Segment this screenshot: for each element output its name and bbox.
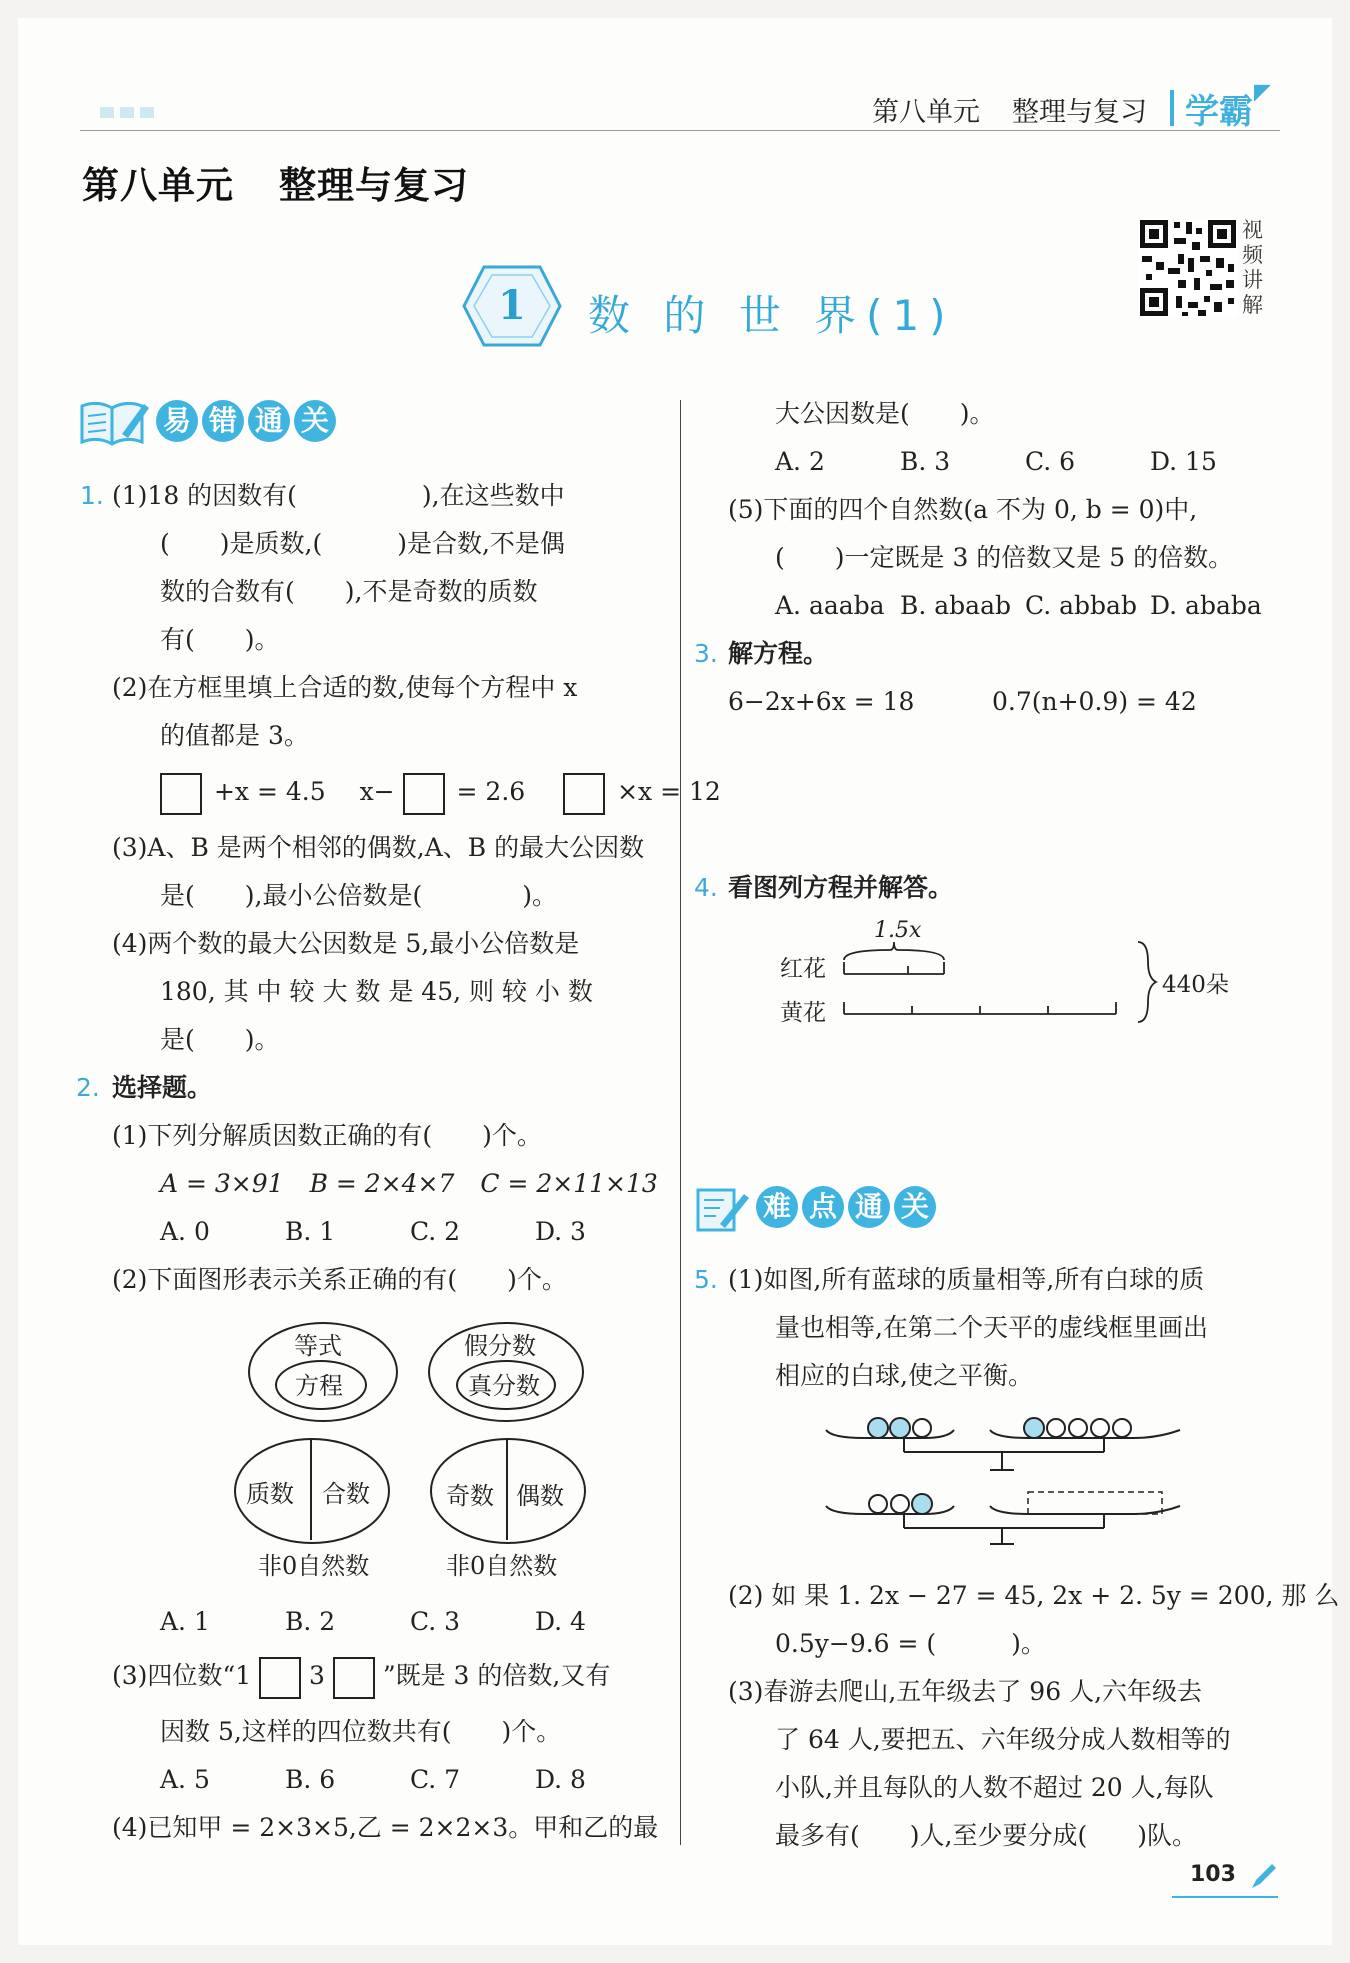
q2-sub5-options: A. aaaba B. abaab C. abbab D. ababa	[775, 591, 1262, 620]
q1-part4-line3: 是( )。	[160, 1025, 280, 1054]
section-title-difficult-points: 难 点 通 关	[756, 1186, 936, 1228]
q4-red-label: 红花	[780, 956, 826, 982]
q5-part1-line2: 量也相等,在第二个天平的虚线框里画出	[775, 1313, 1208, 1342]
q4-line-diagram	[840, 938, 1160, 1028]
q1-part1-line1: (1)18 的因数有( ),在这些数中	[112, 481, 565, 510]
balance-scales-diagram	[824, 1408, 1190, 1548]
q1-equation-row: +x = 4.5 x− = 2.6 ×x = 12	[160, 768, 721, 816]
lesson-number: 1	[498, 282, 526, 329]
mortarboard-icon: ◤	[1254, 80, 1271, 105]
venn-fraction-outer-label: 假分数	[464, 1332, 536, 1360]
q3-number: 3.	[694, 639, 718, 668]
q4-number: 4.	[694, 873, 718, 902]
q2-sub4-line1: (4)已知甲 = 2×3×5,乙 = 2×2×3。甲和乙的最	[112, 1813, 659, 1842]
q5-part1-line3: 相应的白球,使之平衡。	[775, 1361, 1033, 1390]
q5-part3-line3: 小队,并且每队的人数不超过 20 人,每队	[775, 1773, 1214, 1802]
q3-title: 解方程。	[728, 639, 829, 668]
venn-equation-outer-label: 等式	[294, 1332, 342, 1360]
header-divider	[1170, 90, 1174, 126]
q2-sub5-line1: (5)下面的四个自然数(a 不为 0, b = 0)中,	[728, 495, 1198, 524]
venn-composite-label: 合数	[322, 1480, 370, 1508]
q5-part3-line4: 最多有( )人,至少要分成( )队。	[775, 1821, 1197, 1850]
answer-box[interactable]	[563, 773, 605, 815]
q2-sub2-options: A. 1 B. 2 C. 3 D. 4	[160, 1607, 586, 1636]
q3-equation-1: 6−2x+6x = 18	[728, 687, 915, 716]
venn-prime-label: 质数	[246, 1480, 294, 1508]
q5-part1-line1: (1)如图,所有蓝球的质量相等,所有白球的质	[728, 1265, 1205, 1294]
venn-equation-inner-label: 方程	[295, 1372, 343, 1400]
q5-part3-line1: (3)春游去爬山,五年级去了 96 人,六年级去	[728, 1677, 1203, 1706]
venn-odd-divider	[506, 1438, 508, 1540]
qr-code-icon[interactable]	[1138, 218, 1238, 318]
venn-even-label: 偶数	[516, 1482, 564, 1510]
pencil-note-icon	[694, 1184, 750, 1234]
q5-part2-line1: (2) 如 果 1. 2x − 27 = 45, 2x + 2. 5y = 200, 那 么	[728, 1581, 1340, 1610]
q1-part4-line1: (4)两个数的最大公因数是 5,最小公倍数是	[112, 929, 580, 958]
unit-title: 第八单元 整理与复习	[82, 164, 469, 207]
q2-sub4-options: A. 2 B. 3 C. 6 D. 15	[775, 447, 1217, 476]
q2-sub1-options: A. 0 B. 1 C. 2 D. 3	[160, 1217, 586, 1246]
q2-sub3-options: A. 5 B. 6 C. 7 D. 8	[160, 1765, 586, 1794]
lesson-title: 数 的 世 界(1)	[588, 291, 956, 340]
q2-sub1-items: A = 3×91 B = 2×4×7 C = 2×11×13	[160, 1169, 658, 1198]
header-decoration	[100, 103, 160, 122]
q4-top-label: 1.5x	[874, 918, 922, 943]
q1-part2-line2: 的值都是 3。	[160, 721, 309, 750]
q5-number: 5.	[694, 1265, 718, 1294]
venn-fraction-inner-label: 真分数	[468, 1372, 540, 1400]
q1-part1-line2: ( )是质数,( )是合数,不是偶	[160, 529, 565, 558]
column-divider	[680, 400, 681, 1845]
pencil-icon	[1248, 1862, 1278, 1892]
header-topic: 整理与复习	[1012, 97, 1147, 128]
q1-part4-line2: 180, 其 中 较 大 数 是 45, 则 较 小 数	[160, 977, 593, 1006]
q2-sub2: (2)下面图形表示关系正确的有( )个。	[112, 1265, 567, 1294]
page-number: 103	[1190, 1862, 1236, 1887]
answer-box[interactable]	[403, 773, 445, 815]
venn-prime-divider	[310, 1438, 312, 1540]
q2-sub1: (1)下列分解质因数正确的有( )个。	[112, 1121, 542, 1150]
q2-sub3-line1: (3)四位数“1 3 ”既是 3 的倍数,又有	[112, 1652, 610, 1700]
book-pen-icon	[78, 398, 150, 448]
answer-box[interactable]	[333, 1657, 375, 1699]
qr-label: 视 频 讲 解	[1242, 218, 1263, 317]
q1-part1-line3: 数的合数有( ),不是奇数的质数	[160, 577, 538, 606]
q3-equation-2: 0.7(n+0.9) = 42	[992, 687, 1197, 716]
brand-logo: 学霸	[1185, 92, 1253, 132]
venn-caption-left: 非0自然数	[258, 1552, 370, 1580]
q2-title: 选择题。	[112, 1073, 213, 1102]
venn-caption-right: 非0自然数	[446, 1552, 558, 1580]
q1-part3-line2: 是( ),最小公倍数是( )。	[160, 881, 557, 910]
header-unit: 第八单元	[872, 97, 980, 128]
q4-total-label: 440朵	[1162, 972, 1229, 998]
q5-part2-line2: 0.5y−9.6 = ( )。	[775, 1629, 1046, 1658]
venn-odd-label: 奇数	[446, 1482, 494, 1510]
q5-part3-line2: 了 64 人,要把五、六年级分成人数相等的	[775, 1725, 1231, 1754]
q2-number: 2.	[76, 1073, 100, 1102]
q2-sub5-line2: ( )一定既是 3 的倍数又是 5 的倍数。	[775, 543, 1234, 572]
q4-title: 看图列方程并解答。	[728, 873, 954, 902]
page-number-underline	[1172, 1896, 1278, 1898]
q2-sub3-line2: 因数 5,这样的四位数共有( )个。	[160, 1717, 562, 1746]
header-rule	[80, 130, 1280, 131]
section-title-common-mistakes: 易 错 通 关	[156, 400, 336, 442]
q1-part3-line1: (3)A、B 是两个相邻的偶数,A、B 的最大公因数	[112, 833, 645, 862]
answer-box[interactable]	[160, 773, 202, 815]
q1-part1-line4: 有( )。	[160, 625, 280, 654]
q2-sub4-line2: 大公因数是( )。	[775, 399, 995, 428]
answer-box[interactable]	[259, 1657, 301, 1699]
q4-yellow-label: 黄花	[780, 1000, 826, 1026]
q1-number: 1.	[80, 481, 104, 510]
q1-part2-line1: (2)在方框里填上合适的数,使每个方程中 x	[112, 673, 578, 702]
